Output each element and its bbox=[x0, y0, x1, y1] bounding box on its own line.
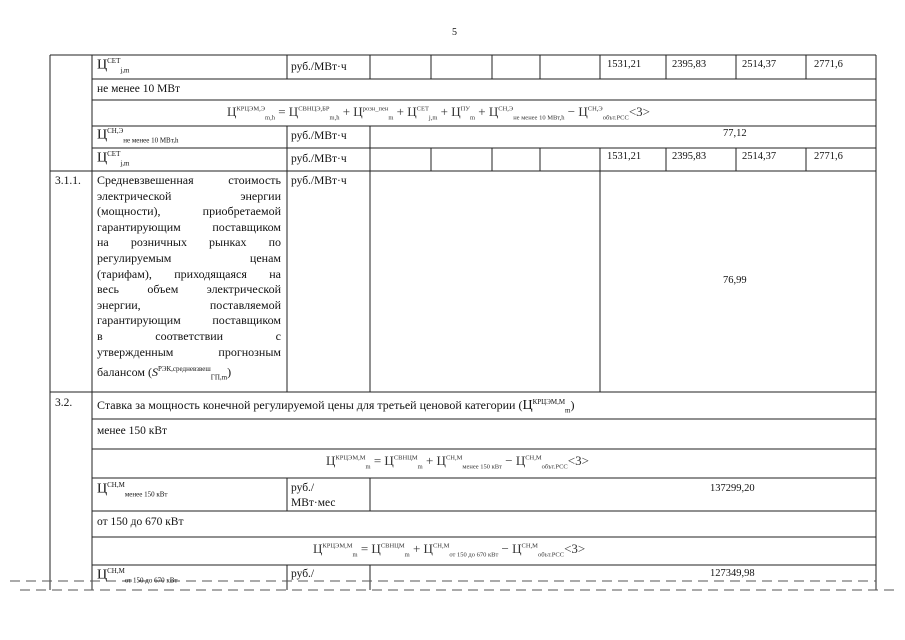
formula-krcem-m-150-670: $Ц^{КРЦЭМ,М}_m = Ц^{СВНЦМ}_m + Ц^{СН,М}_{от 150 до 670 кВт} - Ц^{СН,М}_{обът.РСС}<3>$ bbox=[313, 541, 586, 559]
value-cell: 2514,37 bbox=[742, 151, 777, 162]
value-cell: 1531,21 bbox=[607, 151, 642, 162]
value-cell: 127349,98 bbox=[710, 568, 755, 579]
symbol-tsena-sn-m: $Ц^{СН,М}_{менее 150 кВт}$ bbox=[97, 481, 168, 499]
symbol-tsena-sn-e: $Ц^{СН,Э}_{не менее 10 МВт,h}$ bbox=[97, 127, 179, 145]
symbol-tsena-set: $Ц^{СЕТ}_{j,m}$ bbox=[97, 150, 130, 168]
value-cell: 77,12 bbox=[723, 128, 747, 139]
value-cell: 2395,83 bbox=[672, 151, 707, 162]
subsection-label: от 150 до 670 кВт bbox=[97, 516, 184, 528]
unit-cell: руб./МВт·ч bbox=[291, 175, 347, 187]
formula-krcem-e: $Ц^{КРЦЭМ,Э}_{m,h} = Ц^{СВНЦЭ,БР}_{m,h} + Ц^{розн\_пен}_m + Ц^{СЕТ}_{j,m} + Ц^{ПУ}_m + Ц^{СН,Э}_{не менее 10 МВт,h} - Ц^{СН,Э}_{обът.РСС}<3>$ bbox=[227, 104, 650, 122]
row-description: Средневзвешенная стоимость электрической энергии (мощности), приобретаемой гарантирующим поставщиком на розничных рынках по регулируемым ценам (тарифам), приходящаяся на весь объем электрической энергии, поставляемой гарантирующим поставщиком в соответствии с утвержденным прогнозным балансом $(S^{РЭК,средневзвеш}_{ГП,m})$ bbox=[97, 173, 281, 382]
unit-cell: руб./МВт·ч bbox=[291, 153, 347, 165]
value-cell: 2771,6 bbox=[814, 151, 843, 162]
value-cell: 2395,83 bbox=[672, 59, 707, 70]
value-cell: 2514,37 bbox=[742, 59, 777, 70]
value-cell: 2771,6 bbox=[814, 59, 843, 70]
section-heading: Ставка за мощность конечной регулируемой цены для третьей ценовой категории $(Ц^{КРЦЭМ,М}_m)$ bbox=[97, 398, 575, 415]
unit-cell: руб./ bbox=[291, 482, 315, 494]
symbol-tsena-sn-m: $Ц^{СН,М}_{от 150 до 670 кВт}$ bbox=[97, 567, 178, 585]
unit-cell: руб./ bbox=[291, 568, 315, 580]
unit-cell: МВт·мес bbox=[291, 497, 336, 509]
subsection-label: менее 150 кВт bbox=[97, 425, 168, 437]
unit-cell: руб./МВт·ч bbox=[291, 61, 347, 73]
row-number: 3.2. bbox=[55, 397, 73, 409]
value-cell: 1531,21 bbox=[607, 59, 642, 70]
unit-cell: руб./МВт·ч bbox=[291, 130, 347, 142]
row-number: 3.1.1. bbox=[55, 175, 81, 187]
page-number: 5 bbox=[452, 27, 457, 38]
symbol-tsena-set: $Ц^{СЕТ}_{j,m}$ bbox=[97, 57, 130, 75]
value-cell: 137299,20 bbox=[710, 483, 755, 494]
subsection-label: не менее 10 МВт bbox=[97, 83, 181, 95]
formula-krcem-m: $Ц^{КРЦЭМ,М}_m = Ц^{СВНЦМ}_m + Ц^{СН,М}_{менее 150 кВт} - Ц^{СН,М}_{обът.РСС}<3>$ bbox=[326, 453, 589, 471]
value-cell: 76,99 bbox=[723, 275, 747, 286]
